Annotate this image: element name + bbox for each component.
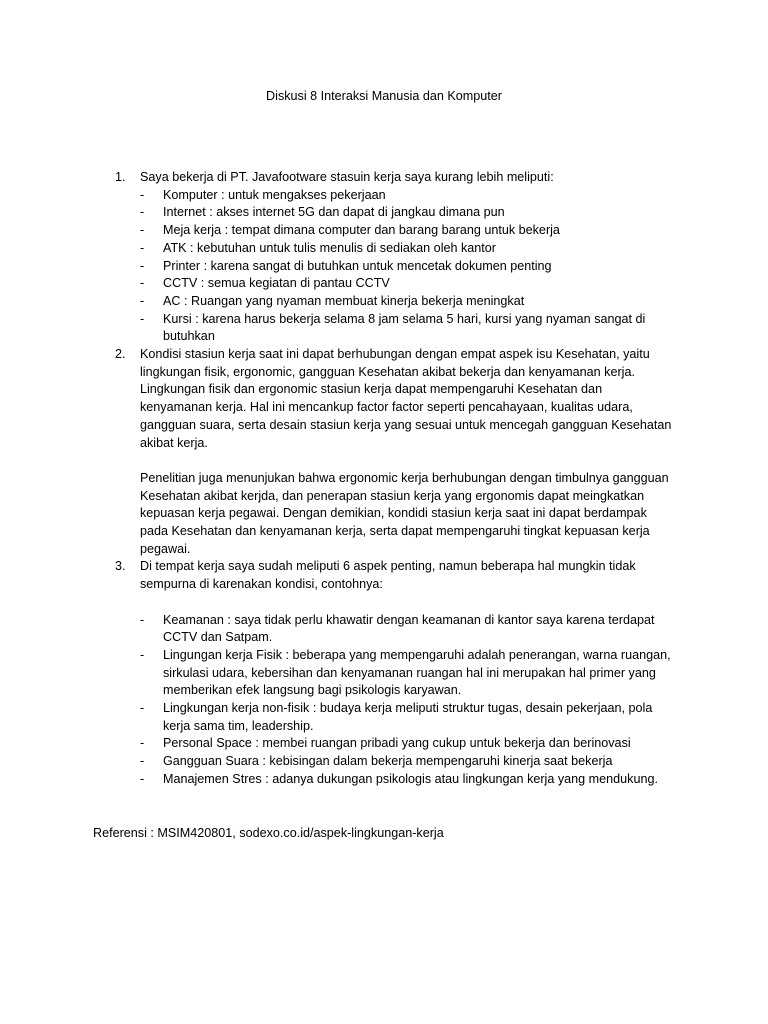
dash-marker: - bbox=[140, 205, 145, 220]
bullet-text: Personal Space : membei ruangan pribadi yang cukup untuk bekerja dan berinovasi bbox=[163, 736, 631, 751]
bullet-text: Komputer : untuk mengakses pekerjaan bbox=[163, 187, 386, 202]
bullet-item bbox=[140, 275, 675, 293]
bullet-text: Printer : karena sangat di butuhkan untuk mencetak dokumen penting bbox=[163, 258, 552, 273]
bullet-text: Internet : akses internet 5G dan dapat di jangkau dimana pun bbox=[163, 205, 505, 220]
bullet-item bbox=[140, 311, 675, 346]
bullet-item bbox=[140, 700, 675, 735]
numbered-list bbox=[0, 169, 768, 789]
bullet-item bbox=[140, 187, 675, 205]
paragraph-gap bbox=[140, 452, 675, 470]
dash-marker: - bbox=[140, 612, 145, 627]
dash-marker: - bbox=[140, 240, 145, 255]
dash-marker: - bbox=[140, 223, 145, 238]
list-item-3 bbox=[0, 558, 675, 788]
item-number: 3. bbox=[115, 559, 126, 574]
item-number: 1. bbox=[115, 170, 126, 184]
dash-marker: - bbox=[140, 771, 145, 786]
paragraph-gap bbox=[140, 594, 675, 612]
bullet-item bbox=[140, 753, 675, 771]
bullet-item bbox=[140, 293, 675, 311]
item-number: 2. bbox=[115, 347, 126, 362]
bullet-item bbox=[140, 258, 675, 276]
bullet-item bbox=[140, 647, 675, 700]
bullet-text: Meja kerja : tempat dimana computer dan barang barang untuk bekerja bbox=[163, 223, 560, 238]
item-intro: Di tempat kerja saya sudah meliputi 6 aspek penting, namun beberapa hal mungkin tidak sempurna di karenakan kondisi, contohnya: bbox=[140, 559, 636, 592]
document-title: Diskusi 8 Interaksi Manusia dan Komputer bbox=[266, 89, 502, 103]
bullet-item bbox=[140, 771, 675, 789]
bullet-text: ATK : kebutuhan untuk tulis menulis di sediakan oleh kantor bbox=[163, 240, 496, 255]
dash-marker: - bbox=[140, 293, 145, 308]
bullet-list bbox=[140, 187, 675, 346]
item-paragraph: Kondisi stasiun kerja saat ini dapat berhubungan dengan empat aspek isu Kesehatan, yaitu lingkungan fisik, ergonomic, gangguan Kesehatan akibat bekerja dan kenyamanan kerja. Lingkungan fisik dan ergonomic stasiun kerja dapat mempengaruhi Kesehatan dan kenyamanan kerja. Hal ini mencankup factor factor seperti pencahayaan, kualitas udara, gangguan suara, serta desain stasiun kerja yang sesuai untuk mencegah gangguan Kesehatan akibat kerja. bbox=[140, 347, 672, 450]
dash-marker: - bbox=[140, 736, 145, 751]
bullet-text: AC : Ruangan yang nyaman membuat kinerja bekerja meningkat bbox=[163, 293, 525, 308]
dash-marker: - bbox=[140, 647, 145, 662]
bullet-item bbox=[140, 204, 675, 222]
bullet-list bbox=[140, 612, 675, 789]
item-paragraph: Penelitian juga menunjukan bahwa ergonomic kerja berhubungan dengan timbulnya gangguan Kesehatan akibat kerjda, dan penerapan stasiun kerja yang ergonomis dapat meingkatkan kepuasan kerja pegawai. Dengan demikian, kondidi stasiun kerja saat ini dapat berdampak pada Kesehatan dan kenyamanan kerja, serta dapat mempengaruhi tingkat kepuasan kerja pegawai. bbox=[140, 470, 669, 556]
reference-line: Referensi : MSIM420801, sodexo.co.id/aspek-lingkungan-kerja bbox=[93, 826, 444, 840]
bullet-text: Kursi : karena harus bekerja selama 8 jam selama 5 hari, kursi yang nyaman sangat di butuhkan bbox=[163, 311, 646, 344]
list-item-1 bbox=[0, 169, 675, 346]
dash-marker: - bbox=[140, 276, 145, 291]
dash-marker: - bbox=[140, 754, 145, 769]
bullet-item bbox=[140, 222, 675, 240]
dash-marker: - bbox=[140, 258, 145, 273]
bullet-text: Manajemen Stres : adanya dukungan psikologis atau lingkungan kerja yang mendukung. bbox=[163, 771, 658, 786]
dash-marker: - bbox=[140, 701, 145, 716]
list-item-2 bbox=[0, 346, 675, 558]
bullet-item bbox=[140, 735, 675, 753]
item-intro: Saya bekerja di PT. Javafootware stasuin kerja saya kurang lebih meliputi: bbox=[140, 170, 554, 184]
bullet-text: Lingkungan kerja non-fisik : budaya kerja meliputi struktur tugas, desain pekerjaan, pola kerja sama tim, leadership. bbox=[163, 701, 653, 733]
dash-marker: - bbox=[140, 187, 145, 202]
bullet-text: Lingungan kerja Fisik : beberapa yang mempengaruhi adalah penerangan, warna ruangan, sirkulasi udara, kebersihan dan kenyamanan ruangan hal ini merupakan hal primer yang memberikan efek langsung bagi psikologis karyawan. bbox=[163, 647, 671, 698]
bullet-item bbox=[140, 612, 675, 647]
dash-marker: - bbox=[140, 311, 145, 326]
bullet-text: CCTV : semua kegiatan di pantau CCTV bbox=[163, 276, 390, 291]
bullet-text: Gangguan Suara : kebisingan dalam bekerja mempengaruhi kinerja saat bekerja bbox=[163, 754, 613, 769]
bullet-item bbox=[140, 240, 675, 258]
bullet-text: Keamanan : saya tidak perlu khawatir dengan keamanan di kantor saya karena terdapat CCTV dan Satpam. bbox=[163, 612, 655, 645]
